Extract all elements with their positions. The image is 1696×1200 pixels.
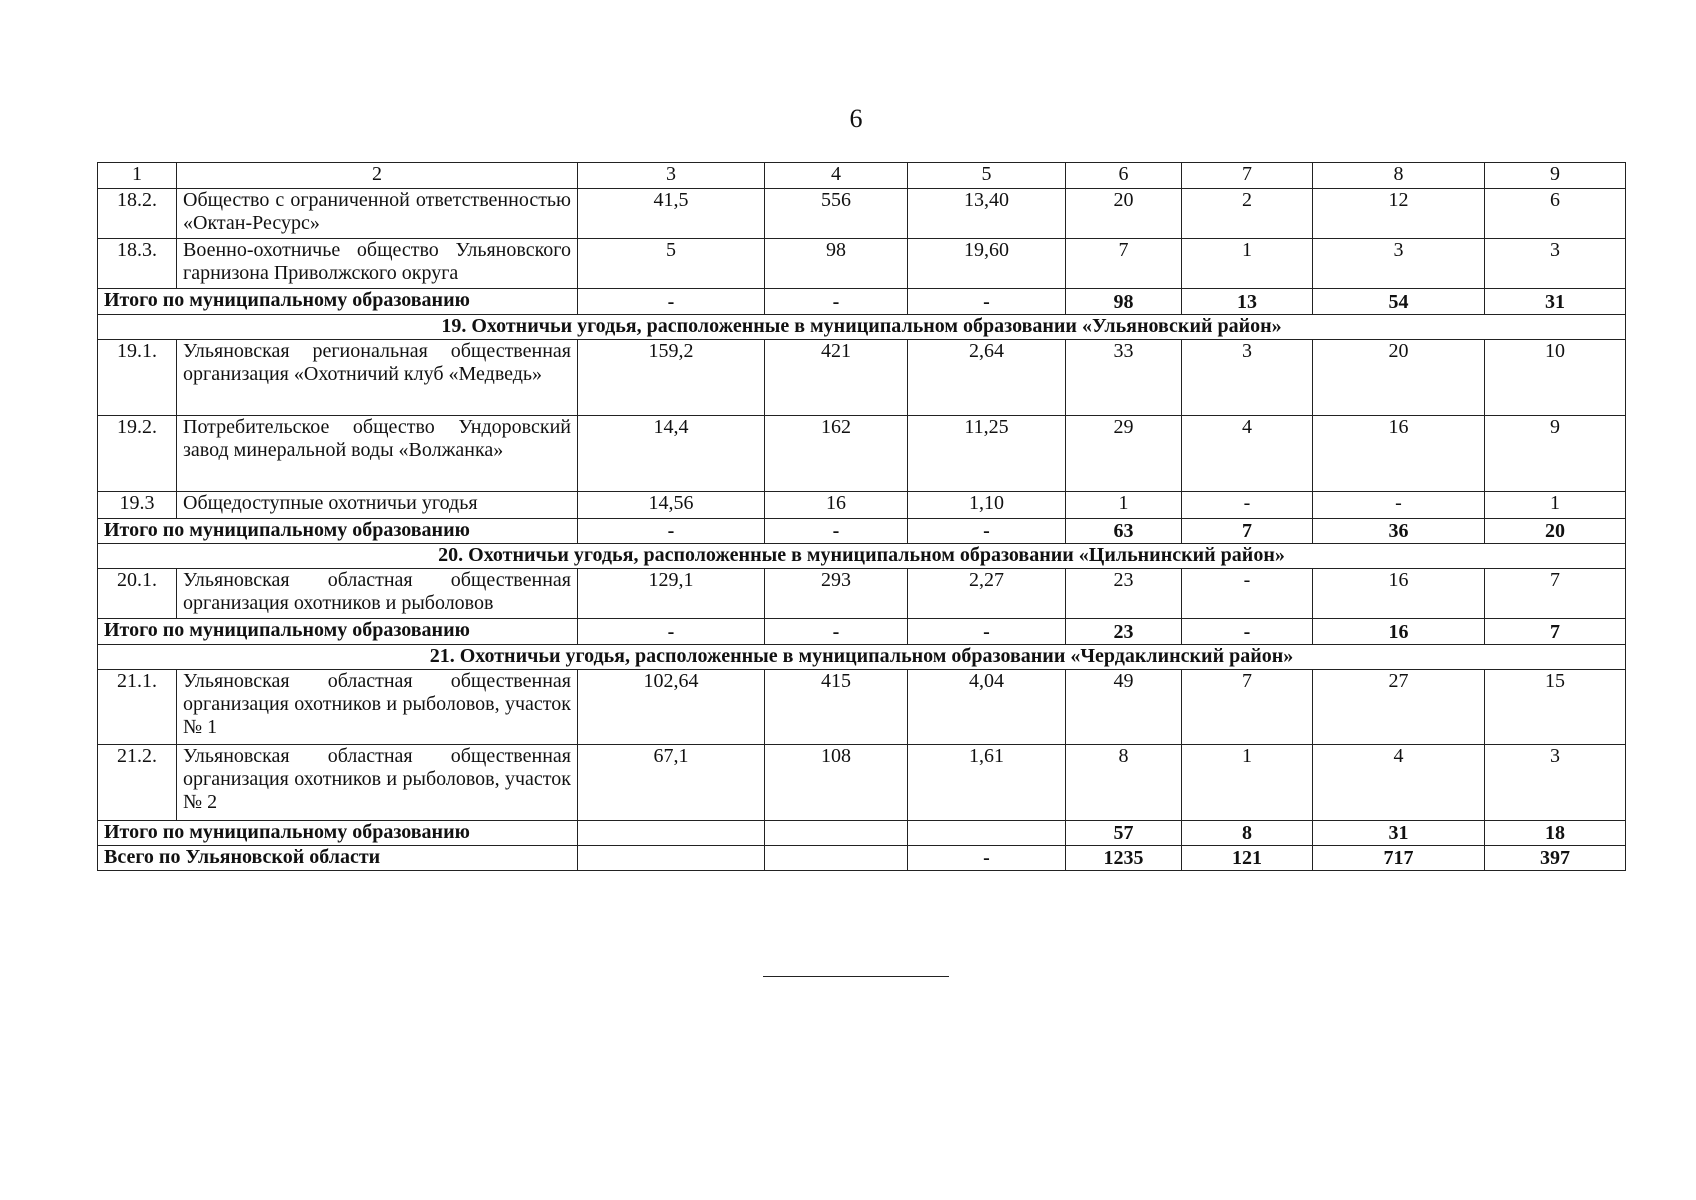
total-value-cell <box>908 821 1066 846</box>
total-value-cell: 7 <box>1485 619 1626 645</box>
value-cell: 11,25 <box>908 416 1066 492</box>
value-cell: 33 <box>1066 340 1182 416</box>
total-label: Итого по муниципальному образованию <box>98 519 578 544</box>
column-header: 3 <box>578 163 765 189</box>
table-row <box>98 239 1626 289</box>
value-cell: 49 <box>1066 670 1182 745</box>
value-cell: 1,10 <box>908 492 1066 519</box>
value-cell: 2,64 <box>908 340 1066 416</box>
value-cell: 13,40 <box>908 189 1066 239</box>
value-cell: 159,2 <box>578 340 765 416</box>
column-header: 5 <box>908 163 1066 189</box>
table-body <box>98 163 1626 871</box>
total-value-cell: 13 <box>1182 289 1313 315</box>
value-cell: 1,61 <box>908 745 1066 821</box>
organization-name: Общедоступные охотничьи угодья <box>177 492 578 519</box>
total-value-cell: - <box>908 619 1066 645</box>
value-cell: 2,27 <box>908 569 1066 619</box>
total-value-cell: 16 <box>1313 619 1485 645</box>
value-cell: 162 <box>765 416 908 492</box>
total-row <box>98 846 1626 871</box>
table-row <box>98 670 1626 745</box>
total-value-cell: 98 <box>1066 289 1182 315</box>
column-header: 6 <box>1066 163 1182 189</box>
section-title-row <box>98 315 1626 340</box>
value-cell: 4 <box>1182 416 1313 492</box>
organization-name: Ульяновская областная общественная организация охотников и рыболовов, участок № 1 <box>177 670 578 745</box>
section-title: 21. Охотничьи угодья, расположенные в муниципальном образовании «Чердаклинский район» <box>98 645 1626 670</box>
total-value-cell: 1235 <box>1066 846 1182 871</box>
total-value-cell: - <box>765 289 908 315</box>
total-value-cell: 23 <box>1066 619 1182 645</box>
value-cell: 4,04 <box>908 670 1066 745</box>
value-cell: 7 <box>1182 670 1313 745</box>
value-cell: 5 <box>578 239 765 289</box>
value-cell: 23 <box>1066 569 1182 619</box>
value-cell: 1 <box>1485 492 1626 519</box>
total-row <box>98 519 1626 544</box>
value-cell: 10 <box>1485 340 1626 416</box>
value-cell: - <box>1182 492 1313 519</box>
value-cell: 102,64 <box>578 670 765 745</box>
row-number: 18.2. <box>98 189 177 239</box>
column-header: 9 <box>1485 163 1626 189</box>
total-value-cell: 36 <box>1313 519 1485 544</box>
value-cell: 7 <box>1066 239 1182 289</box>
value-cell: 29 <box>1066 416 1182 492</box>
total-value-cell: 397 <box>1485 846 1626 871</box>
value-cell: 27 <box>1313 670 1485 745</box>
value-cell: 1 <box>1182 239 1313 289</box>
value-cell: 415 <box>765 670 908 745</box>
value-cell: 293 <box>765 569 908 619</box>
value-cell: 421 <box>765 340 908 416</box>
value-cell: 98 <box>765 239 908 289</box>
total-value-cell: - <box>1182 619 1313 645</box>
value-cell: 20 <box>1066 189 1182 239</box>
value-cell: 3 <box>1313 239 1485 289</box>
footer-divider <box>763 976 949 977</box>
page-number: 6 <box>849 104 863 133</box>
row-number: 20.1. <box>98 569 177 619</box>
total-value-cell <box>765 821 908 846</box>
table-row <box>98 340 1626 416</box>
total-label: Итого по муниципальному образованию <box>98 289 578 315</box>
row-number: 19.2. <box>98 416 177 492</box>
total-value-cell: 54 <box>1313 289 1485 315</box>
section-title: 19. Охотничьи угодья, расположенные в муниципальном образовании «Ульяновский район» <box>98 315 1626 340</box>
total-value-cell: 121 <box>1182 846 1313 871</box>
section-title-row <box>98 645 1626 670</box>
value-cell: 3 <box>1485 745 1626 821</box>
value-cell: 12 <box>1313 189 1485 239</box>
total-row <box>98 289 1626 315</box>
row-number: 21.1. <box>98 670 177 745</box>
table-row <box>98 745 1626 821</box>
total-row <box>98 619 1626 645</box>
total-value-cell: - <box>908 289 1066 315</box>
section-title: 20. Охотничьи угодья, расположенные в муниципальном образовании «Цильнинский район» <box>98 544 1626 569</box>
total-value-cell: - <box>908 846 1066 871</box>
total-label: Итого по муниципальному образованию <box>98 619 578 645</box>
value-cell: 7 <box>1485 569 1626 619</box>
value-cell: 3 <box>1182 340 1313 416</box>
total-value-cell: 8 <box>1182 821 1313 846</box>
value-cell: 19,60 <box>908 239 1066 289</box>
table-row <box>98 569 1626 619</box>
value-cell: 129,1 <box>578 569 765 619</box>
total-label: Итого по муниципальному образованию <box>98 821 578 846</box>
total-value-cell: - <box>765 619 908 645</box>
row-number: 21.2. <box>98 745 177 821</box>
value-cell: 4 <box>1313 745 1485 821</box>
row-number: 19.1. <box>98 340 177 416</box>
value-cell: - <box>1182 569 1313 619</box>
total-label: Всего по Ульяновской области <box>98 846 578 871</box>
total-value-cell: 31 <box>1313 821 1485 846</box>
organization-name: Ульяновская региональная общественная организация «Охотничий клуб «Медведь» <box>177 340 578 416</box>
value-cell: 14,56 <box>578 492 765 519</box>
value-cell: 556 <box>765 189 908 239</box>
organization-name: Общество с ограниченной ответственностью «Октан-Ресурс» <box>177 189 578 239</box>
total-value-cell: - <box>765 519 908 544</box>
value-cell: 16 <box>765 492 908 519</box>
value-cell: 41,5 <box>578 189 765 239</box>
total-value-cell: - <box>578 289 765 315</box>
table-header-row <box>98 163 1626 189</box>
table-row <box>98 492 1626 519</box>
total-value-cell: 7 <box>1182 519 1313 544</box>
total-value-cell: - <box>578 519 765 544</box>
total-value-cell: 20 <box>1485 519 1626 544</box>
organization-name: Ульяновская областная общественная организация охотников и рыболовов, участок № 2 <box>177 745 578 821</box>
total-value-cell: 63 <box>1066 519 1182 544</box>
total-value-cell <box>765 846 908 871</box>
value-cell: 67,1 <box>578 745 765 821</box>
row-number: 19.3 <box>98 492 177 519</box>
value-cell: 16 <box>1313 416 1485 492</box>
value-cell: 9 <box>1485 416 1626 492</box>
value-cell: 15 <box>1485 670 1626 745</box>
total-value-cell: - <box>908 519 1066 544</box>
value-cell: 20 <box>1313 340 1485 416</box>
value-cell: 3 <box>1485 239 1626 289</box>
hunting-grounds-table <box>97 162 1626 871</box>
total-value-cell: 18 <box>1485 821 1626 846</box>
column-header: 2 <box>177 163 578 189</box>
value-cell: 8 <box>1066 745 1182 821</box>
total-value-cell: 57 <box>1066 821 1182 846</box>
column-header: 1 <box>98 163 177 189</box>
value-cell: 14,4 <box>578 416 765 492</box>
total-value-cell: - <box>578 619 765 645</box>
value-cell: 16 <box>1313 569 1485 619</box>
total-row <box>98 821 1626 846</box>
value-cell: 108 <box>765 745 908 821</box>
column-header: 8 <box>1313 163 1485 189</box>
total-value-cell <box>578 846 765 871</box>
value-cell: 6 <box>1485 189 1626 239</box>
table-row <box>98 189 1626 239</box>
column-header: 7 <box>1182 163 1313 189</box>
table-row <box>98 416 1626 492</box>
row-number: 18.3. <box>98 239 177 289</box>
total-value-cell <box>578 821 765 846</box>
total-value-cell: 717 <box>1313 846 1485 871</box>
total-value-cell: 31 <box>1485 289 1626 315</box>
organization-name: Ульяновская областная общественная организация охотников и рыболовов <box>177 569 578 619</box>
value-cell: 1 <box>1066 492 1182 519</box>
organization-name: Военно-охотничье общество Ульяновского гарнизона Приволжского округа <box>177 239 578 289</box>
column-header: 4 <box>765 163 908 189</box>
organization-name: Потребительское общество Ундоровский завод минеральной воды «Волжанка» <box>177 416 578 492</box>
value-cell: 1 <box>1182 745 1313 821</box>
section-title-row <box>98 544 1626 569</box>
value-cell: 2 <box>1182 189 1313 239</box>
value-cell: - <box>1313 492 1485 519</box>
